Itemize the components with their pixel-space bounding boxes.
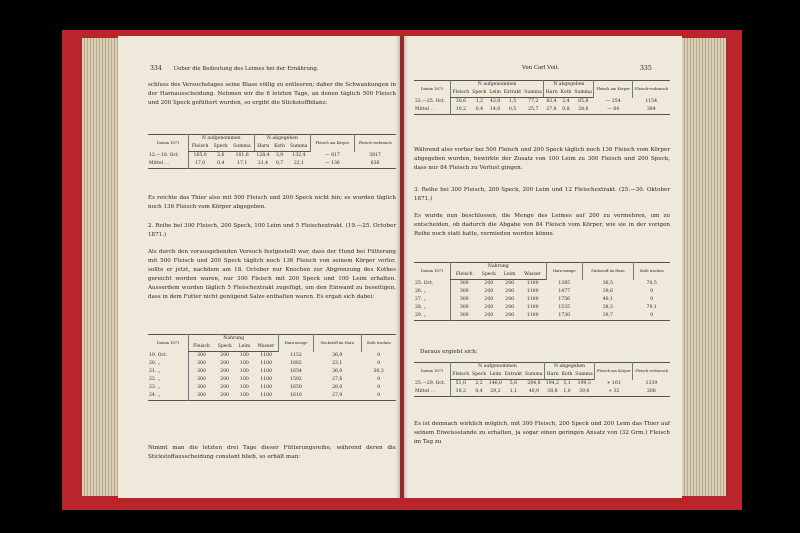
subhead: Fleisch xyxy=(451,371,471,380)
table-cell: 128,4 xyxy=(256,153,270,158)
table-cell: 300 xyxy=(189,360,214,368)
table-cell: 28,0 xyxy=(332,385,343,390)
col-koth: Koth trocken xyxy=(361,335,396,352)
table-cell: 300 xyxy=(451,296,478,304)
table-cell: 27,8 xyxy=(546,107,557,112)
table-cell: 51,0 xyxy=(451,380,471,389)
table-cell: Mittel . . xyxy=(415,107,435,112)
col-stickstoff: Stickstoff im Harn xyxy=(582,263,633,280)
table-cell: 23,1 xyxy=(332,361,343,366)
col-fleisch-koerper: Fleisch am Körper xyxy=(594,81,633,98)
table-cell: 23. „ xyxy=(149,385,161,390)
table-cell: 1152 xyxy=(290,352,302,358)
table-cell: 0,5 xyxy=(508,107,517,112)
table-cell: + 32 xyxy=(608,389,620,394)
table-cell: 27. „ xyxy=(415,297,427,302)
table-cell: 200 xyxy=(505,281,515,286)
table-cell: 43,8 xyxy=(489,99,501,104)
table-cell: 200 xyxy=(220,353,230,358)
col-harnmenge: Harn-menge xyxy=(546,263,582,280)
subhead: Speck xyxy=(471,371,488,380)
table-cell: — 84 xyxy=(607,107,620,112)
subhead: Koth xyxy=(560,371,573,380)
left-page-edges xyxy=(82,38,118,496)
table-cell: 0,4 xyxy=(475,107,483,112)
table-cell: 27,6 xyxy=(332,377,343,382)
table-cell: 194,2 xyxy=(545,381,559,386)
table-cell: 21,4 xyxy=(257,161,269,166)
table-cell: 200 xyxy=(505,305,515,310)
col-aufgenommen: N aufgenommen xyxy=(451,81,544,90)
table-cell: 199,3 xyxy=(577,381,591,386)
left-page-number: 334 xyxy=(150,65,162,72)
table-cell: 268 xyxy=(647,389,656,394)
table-cell: 25. Oct. xyxy=(415,280,434,286)
table-cell: 14,6 xyxy=(489,107,501,112)
table-row xyxy=(414,98,670,107)
table-cell: 5,1 xyxy=(563,381,571,386)
table-cell: 2,2 xyxy=(475,381,483,386)
subhead: Fleisch xyxy=(189,143,212,152)
table-cell: 27,9 xyxy=(332,393,343,398)
table-cell: 300 xyxy=(189,384,214,392)
table-cell: 12.—18. Oct. xyxy=(149,152,180,158)
table-cell: 29. „ xyxy=(415,313,427,318)
table-cell: 17,0 xyxy=(189,160,212,169)
right-paragraph-1: Während also vorher bei 500 Fleisch und 200 Speck täglich noch 136 Fleisch vom Körper abgegeben wurden, bewirkte der Zusatz von 100 Leim zu 300 Fleisch und 200 Speck, dass nur 84 Fleisch zu Verlust gingen. xyxy=(414,147,670,171)
table-cell: 384 xyxy=(646,107,656,112)
table-cell: 28. „ xyxy=(415,305,427,310)
right-paragraph-4: Daraus ergiebt sich: xyxy=(420,349,478,355)
table-nahrung-reihe-2 xyxy=(148,334,396,401)
table-cell: 1650 xyxy=(290,385,302,390)
table-cell: 39,6 xyxy=(602,289,613,294)
subhead: Wasser xyxy=(519,271,546,280)
table-cell: 1100 xyxy=(526,297,539,302)
table-row xyxy=(414,106,670,115)
subhead: Leim xyxy=(488,89,502,98)
table-row xyxy=(414,296,670,304)
right-page xyxy=(404,36,682,498)
table-cell: 1339 xyxy=(645,380,658,386)
subhead: Harn xyxy=(544,371,560,380)
table-cell: 204,8 xyxy=(527,381,541,386)
table-cell: 10,2 xyxy=(451,106,471,115)
table-row xyxy=(148,160,396,169)
table-cell: 1882 xyxy=(290,361,302,366)
table-cell: 38,3 xyxy=(602,305,613,310)
table-cell: 100 xyxy=(240,377,249,382)
table-cell: 21. „ xyxy=(149,369,161,374)
table-cell: 22,1 xyxy=(293,161,305,166)
table-row xyxy=(148,392,396,401)
table-cell: 29,2 xyxy=(490,389,501,394)
left-paragraph-2: Es reichte das Thier also mit 500 Fleisch und 200 Speck nicht hin; es wurden täglich noch 136 Fleisch vom Körper abgegeben. xyxy=(148,195,396,210)
table-cell: 22. „ xyxy=(149,377,161,382)
table-cell: 1730 xyxy=(558,313,571,318)
table-cell: 36,9 xyxy=(332,352,343,358)
table-cell: 0 xyxy=(377,385,381,390)
right-paragraph-2: 3. Reihe bei 300 Fleisch, 200 Speck, 200 Leim und 12 Fleischextrakt. (25.—30. Oktober 1871.) xyxy=(414,187,670,202)
table-cell: 1100 xyxy=(260,353,272,358)
table-cell: 30,3 xyxy=(373,369,384,374)
table-row xyxy=(414,312,670,321)
table-cell: 101,6 xyxy=(235,153,249,158)
table-row xyxy=(148,376,396,384)
table-cell: 30,6 xyxy=(451,98,471,107)
table-cell: 200 xyxy=(505,289,515,294)
table-cell: 22.—25. Oct. xyxy=(415,98,446,104)
table-cell: 636 xyxy=(370,161,380,166)
subhead: Summa xyxy=(524,371,545,380)
table-stickstoffbilanz-2 xyxy=(414,80,670,115)
table-cell: 100 xyxy=(240,353,249,358)
table-cell: 40,1 xyxy=(602,297,613,302)
table-cell: 2,6 xyxy=(217,153,225,158)
col-fleisch-koerper: Fleisch am Körper xyxy=(311,135,354,152)
table-cell: Mittel . . xyxy=(149,161,169,166)
table-cell: 0,8 xyxy=(562,107,570,112)
table-row xyxy=(414,388,670,397)
subhead: Summa xyxy=(574,371,595,380)
table-cell: 165,0 xyxy=(189,152,212,161)
table-cell: 1100 xyxy=(526,281,539,286)
table-cell: 28,6 xyxy=(578,107,589,112)
left-paragraph-1: schluss des Versuchstages seine Blase völlig zu entleeren; daher die Schwankungen in der Harnausscheidung. Nehmen wir die 6 letzten Tage, an denen täglich 500 Fleisch und 200 Speck gefüttert wurden, so ergibt die Stickstoffbilanz: xyxy=(148,82,396,106)
table-cell: 0 xyxy=(377,361,381,366)
col-datum: Datum 1871 xyxy=(420,269,444,274)
table-cell: 300 xyxy=(189,368,214,376)
table-cell: 0 xyxy=(650,313,654,318)
table-row xyxy=(414,280,670,289)
table-cell: 39,7 xyxy=(602,313,613,318)
table-cell: 100 xyxy=(240,369,249,374)
left-paragraph-4: Als durch den vorausgehenden Versuch festgestellt war, dass der Hund bei Fütterung mit 500 Fleisch und 200 Speck täglich noch 136 Fleisch von seinem Körper verlor, sollte er jetzt, nachdem am 18. October nur Knochen zur Abgrenzung des Kothes gereicht worden waren, nur 300 Fleisch mit 200 Speck und 100 Leim erhalten. Ausserdem wurden täglich 5 Fleischextrakt zugefügt, um den Einwand zu beseitigen, dass in dem Futter nicht genügend Salze enthalten waren. Es ergab sich dabei: xyxy=(148,249,396,300)
table-cell: — 136 xyxy=(325,161,340,166)
table-cell: 300 xyxy=(451,280,478,289)
table-nahrung-reihe-3 xyxy=(414,262,670,321)
subhead: Fleisch xyxy=(189,343,214,352)
subhead: Harn xyxy=(254,143,272,152)
table-cell: 200 xyxy=(220,361,230,366)
table-cell: 1,5 xyxy=(508,99,517,104)
table-cell: 3817 xyxy=(369,152,381,158)
table-cell: 20. „ xyxy=(149,361,161,366)
table-row xyxy=(414,380,670,389)
table-cell: 200 xyxy=(484,305,494,310)
table-cell: 25,7 xyxy=(528,107,539,112)
table-cell: 10,2 xyxy=(451,388,471,397)
table-cell: 200 xyxy=(484,297,494,302)
subhead: Koth xyxy=(559,89,573,98)
subhead: Summa xyxy=(523,89,544,98)
table-cell: 100 xyxy=(240,393,249,398)
book-gutter xyxy=(396,36,408,498)
subhead: Summa xyxy=(573,89,594,98)
table-cell: 200 xyxy=(484,289,494,294)
left-page xyxy=(118,36,400,498)
table-cell: 1100 xyxy=(260,369,272,374)
col-fleisch-verbrauch: Fleisch-verbrauch xyxy=(633,363,670,380)
table-cell: 146,0 xyxy=(488,381,502,386)
table-cell: 0 xyxy=(650,297,654,302)
table-cell: 1100 xyxy=(260,377,272,382)
table-row xyxy=(148,360,396,368)
col-abgegeben: N abgegeben xyxy=(254,135,311,144)
table-cell: 1100 xyxy=(260,361,272,366)
table-cell: 85,8 xyxy=(578,99,589,104)
right-running-title: Von Carl Voit. xyxy=(522,65,560,71)
subhead: Speck xyxy=(477,271,500,280)
right-page-number: 335 xyxy=(640,65,652,72)
table-cell: Mittel . . xyxy=(415,389,435,394)
table-cell: 0 xyxy=(377,393,381,398)
table-cell: 200 xyxy=(220,369,230,374)
table-cell: 1592 xyxy=(290,377,302,382)
col-stickstoff: Stickstoff im Harn xyxy=(313,335,361,352)
subhead: Extrakt xyxy=(503,371,523,380)
table-cell: 1100 xyxy=(260,385,272,390)
table-cell: 300 xyxy=(189,392,214,401)
table-cell: 1,1 xyxy=(509,389,518,394)
table-cell: 300 xyxy=(189,352,214,361)
table-cell: 0 xyxy=(377,352,381,358)
table-cell: 100 xyxy=(240,385,249,390)
col-nahrung: Nahrung xyxy=(451,263,547,272)
subhead: Extrakt xyxy=(502,89,522,98)
left-paragraph-5: Nimmt man die letzten drei Tage dieser Fütterungsreihe, während deren die Stickstoffausscheidung constant blieb, so erhält man: xyxy=(148,445,396,460)
table-cell: 1535 xyxy=(558,305,571,310)
col-harnmenge: Harn-menge xyxy=(279,335,313,352)
col-datum: Datum 1871 xyxy=(156,141,180,146)
table-cell: 200 xyxy=(505,313,515,318)
subhead: Koth xyxy=(272,143,287,152)
subhead: Speck xyxy=(211,143,230,152)
right-paragraph-5: Es ist demnach wirklich möglich, mit 300 Fleisch, 200 Speck und 200 Leim das Thier auf seinem Eiweissstande zu erhalten, ja sogar einen geringen Ansatz von (32 Grm.) Fleisch im Tag zu xyxy=(414,421,670,445)
subhead: Wasser xyxy=(253,343,278,352)
table-cell: — 254 xyxy=(605,98,621,104)
table-cell: 1,2 xyxy=(475,99,483,104)
col-nahrung: Nahrung xyxy=(189,335,279,344)
col-datum: Datum 1871 xyxy=(420,369,444,374)
col-abgegeben: N abgegeben xyxy=(544,81,594,90)
table-cell: 1100 xyxy=(526,289,539,294)
table-cell: 1756 xyxy=(558,297,571,302)
table-cell: 0,7 xyxy=(275,161,284,166)
left-paragraph-3: 2. Reihe bei 300 Fleisch, 200 Speck, 100 Leim und 5 Fleischextrakt. (19.—25. October 1871.) xyxy=(148,223,396,238)
table-cell: 0,4 xyxy=(217,161,225,166)
right-page-edges xyxy=(682,38,726,496)
table-cell: 0 xyxy=(650,289,654,294)
table-cell: 40,9 xyxy=(528,389,540,394)
table-cell: 83,4 xyxy=(546,99,557,104)
table-cell: 26. „ xyxy=(415,289,427,294)
table-row xyxy=(148,384,396,392)
table-cell: 200 xyxy=(220,385,230,390)
table-cell: 1477 xyxy=(558,289,571,294)
table-cell: 300 xyxy=(451,312,478,321)
table-cell: 100 xyxy=(240,361,249,366)
table-cell: 1100 xyxy=(526,305,539,310)
table-row xyxy=(414,304,670,312)
table-cell: 17,1 xyxy=(237,161,248,166)
table-cell: 25.—29. Oct. xyxy=(415,380,446,386)
col-aufgenommen: N aufgenommen xyxy=(189,135,255,144)
subhead: Fleisch xyxy=(451,271,478,280)
table-cell: 2,4 xyxy=(562,99,570,104)
table-cell: 200 xyxy=(505,297,515,302)
table-row xyxy=(148,368,396,376)
table-cell: 79,1 xyxy=(646,305,657,310)
col-fleisch-verbrauch: Fleisch-verbrauch xyxy=(354,135,396,152)
table-cell: 300 xyxy=(189,376,214,384)
table-cell: 200 xyxy=(484,313,494,318)
table-cell: 200 xyxy=(220,377,230,382)
left-running-title: Ueber die Bedeutung des Leimes bei der Ernährung. xyxy=(173,66,319,72)
subhead: Summa xyxy=(230,143,254,152)
col-fleisch-verbrauch: Fleisch-verbrauch xyxy=(632,81,670,98)
table-cell: 39,8 xyxy=(579,389,590,394)
right-paragraph-3: Es wurde nun beschlossen, die Menge des Leimes auf 200 zu vermehren, um zu entscheiden, ob dadurch die Abgabe von 84 Fleisch vom Körper, wie sie in der vorigen Reihe noch statt hatte, vermieden werden könne. xyxy=(414,213,670,237)
table-cell: 19. Oct. xyxy=(149,352,168,358)
table-row xyxy=(148,352,396,361)
table-cell: + 161 xyxy=(606,380,621,386)
table-cell: 200 xyxy=(484,281,494,286)
subhead: Leim xyxy=(487,371,503,380)
table-cell: 36,5 xyxy=(602,280,613,286)
table-cell: 3,9 xyxy=(275,153,284,158)
table-cell: 1100 xyxy=(526,313,539,318)
table-cell: 300 xyxy=(451,288,478,296)
table-cell: 36,0 xyxy=(332,369,343,374)
table-cell: 1385 xyxy=(558,280,571,286)
table-cell: 0 xyxy=(377,377,381,382)
table-cell: 1654 xyxy=(290,369,302,374)
table-cell: 1610 xyxy=(290,393,302,398)
table-cell: 24. „ xyxy=(149,393,161,398)
table-cell: 300 xyxy=(451,304,478,312)
col-datum: Datum 1871 xyxy=(156,341,180,346)
table-stickstoffbilanz-1 xyxy=(148,134,396,169)
table-cell: — 817 xyxy=(325,152,340,158)
table-cell: 70,5 xyxy=(646,280,657,286)
col-fleisch-koerper: Fleisch am Körper xyxy=(595,363,633,380)
table-cell: 132,4 xyxy=(292,153,306,158)
subhead: Leim xyxy=(500,271,519,280)
subhead: Summa xyxy=(287,143,311,152)
left-running-head xyxy=(150,65,319,72)
subhead: Speck xyxy=(471,89,488,98)
table-stickstoffbilanz-3 xyxy=(414,362,670,397)
table-row xyxy=(414,288,670,296)
table-cell: 77,2 xyxy=(528,99,539,104)
table-cell: 1,0 xyxy=(563,389,571,394)
table-cell: 1100 xyxy=(260,393,272,398)
subhead: Speck xyxy=(214,343,235,352)
col-aufgenommen: N aufgenommen xyxy=(451,363,545,372)
table-cell: 200 xyxy=(220,393,230,398)
subhead: Leim xyxy=(235,343,253,352)
table-row xyxy=(148,152,396,161)
table-cell: 1154 xyxy=(645,98,658,104)
table-cell: 38,8 xyxy=(547,389,558,394)
col-datum: Datum 1871 xyxy=(420,87,444,92)
table-cell: 0,4 xyxy=(475,389,483,394)
col-koth: Koth trocken xyxy=(633,263,670,280)
subhead: Fleisch xyxy=(451,89,471,98)
col-abgegeben: N abgegeben xyxy=(544,363,594,372)
table-cell: 5,6 xyxy=(509,381,518,386)
subhead: Harn xyxy=(544,89,559,98)
